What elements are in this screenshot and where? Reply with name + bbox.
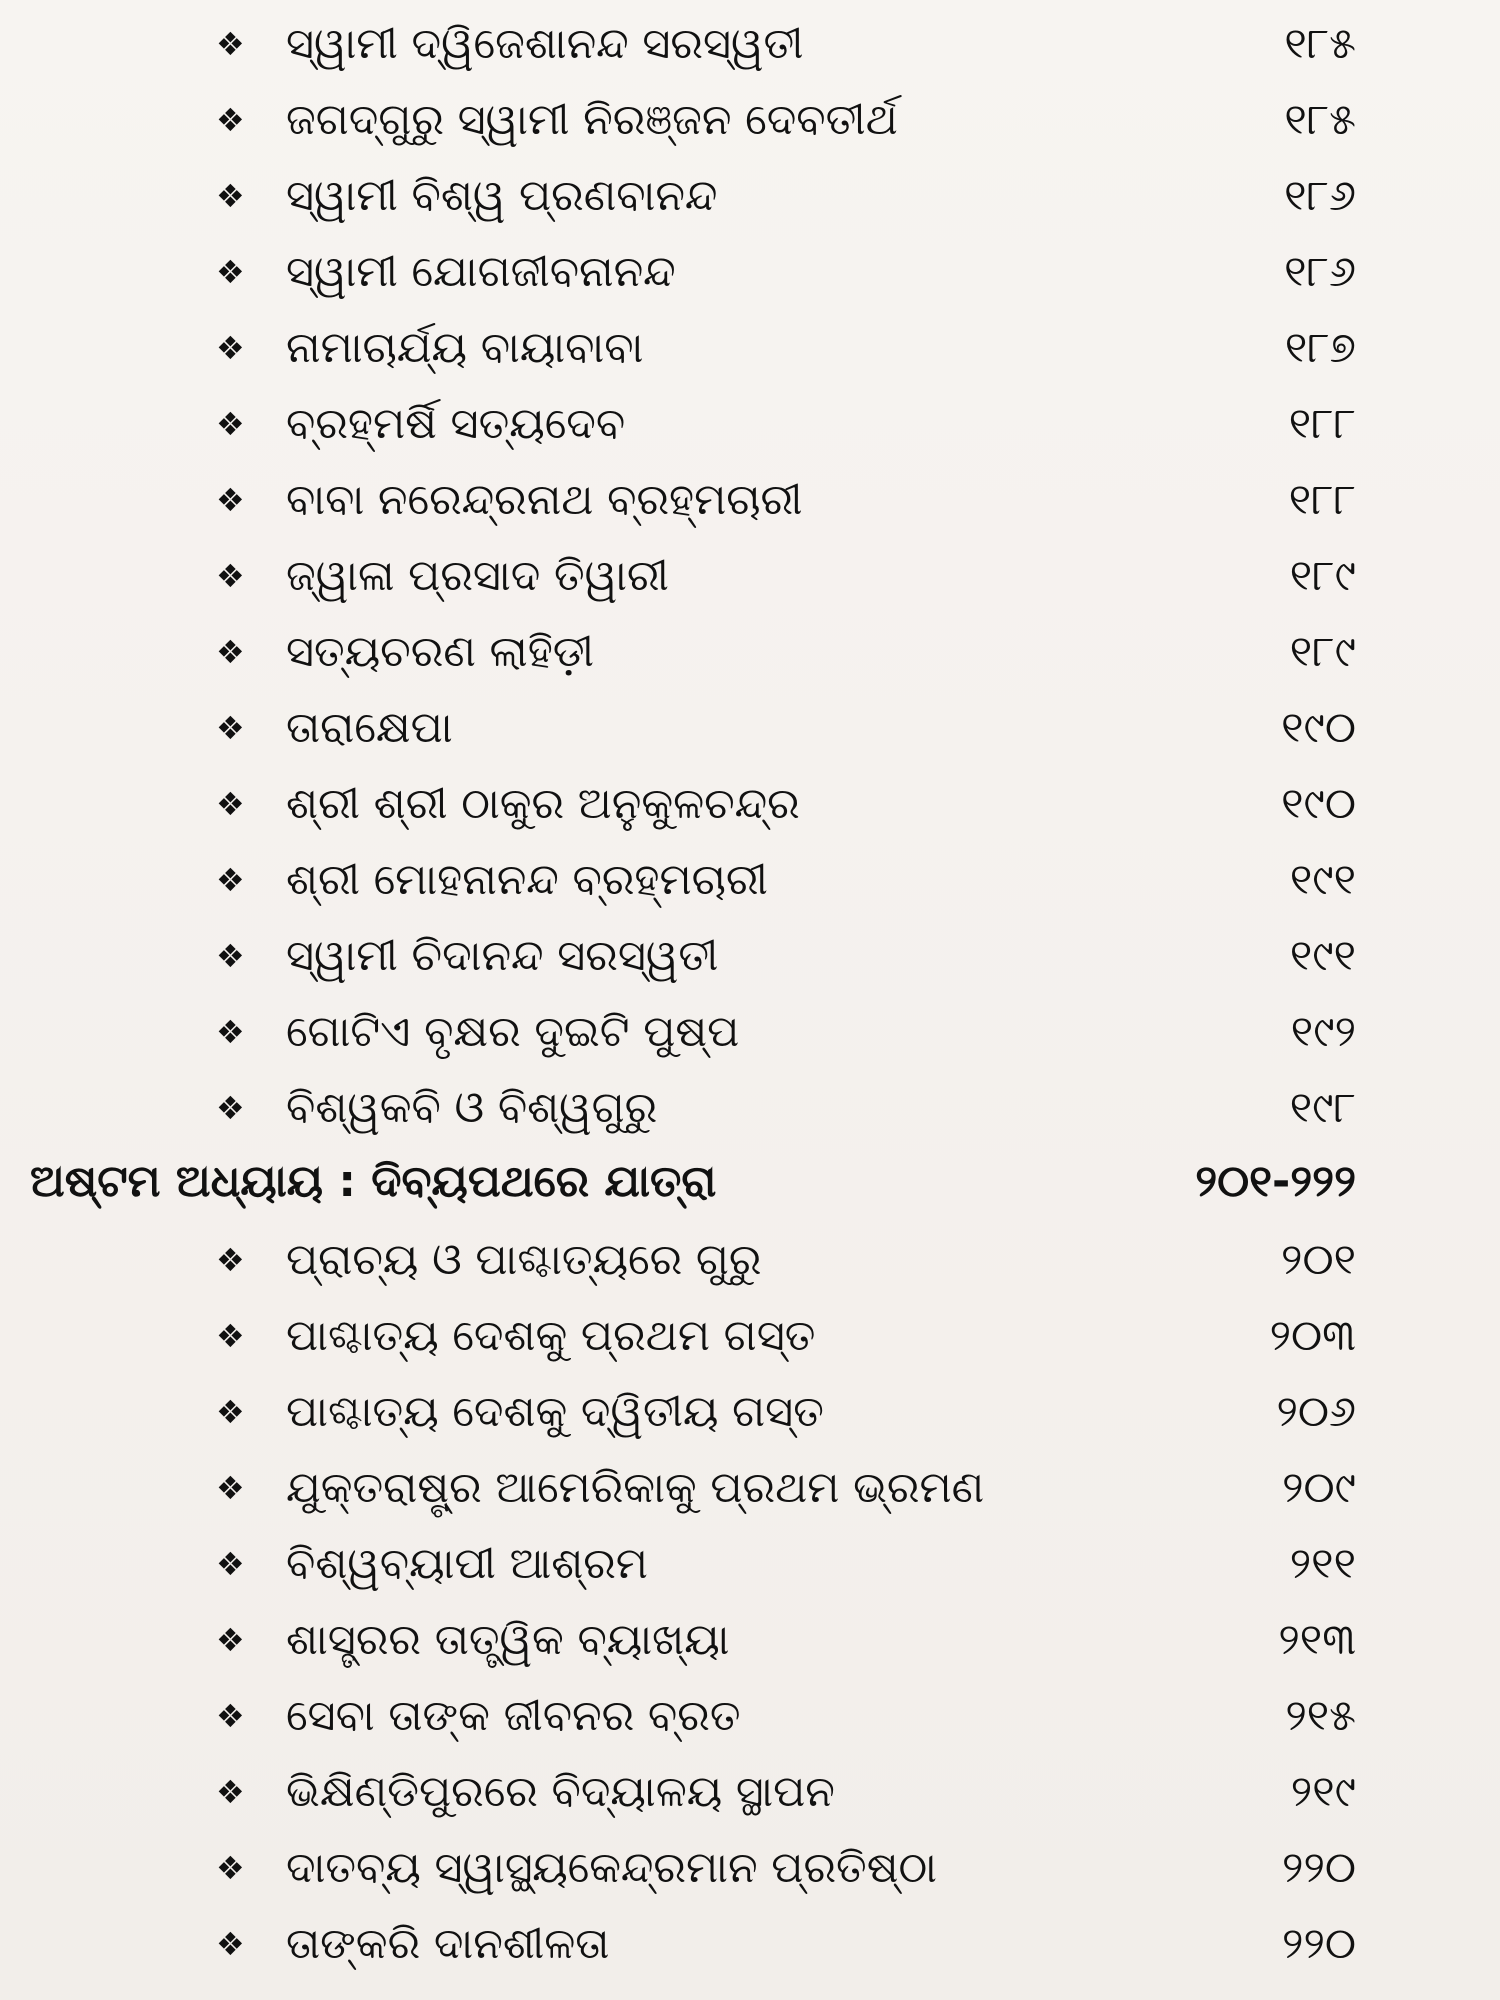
entry-title: ସେବା ତାଙ୍କ ଜୀବନର ବ୍ରତ xyxy=(286,1691,741,1741)
entry-page-number: ୧୯୨ xyxy=(1290,1007,1356,1057)
entry-title: ସତ୍ୟଚରଣ ଲାହିଡ଼ୀ xyxy=(286,627,595,677)
toc-entry xyxy=(0,1454,1500,1524)
toc-entry xyxy=(0,390,1500,460)
toc-entry xyxy=(0,1226,1500,1296)
toc-entry xyxy=(0,770,1500,840)
toc-entry xyxy=(0,542,1500,612)
toc-entry xyxy=(0,1074,1500,1144)
toc-entry xyxy=(0,1606,1500,1676)
diamond-bullet-icon: ❖ xyxy=(216,1697,245,1735)
entry-page-number: ୧୯୦ xyxy=(1281,703,1356,753)
diamond-bullet-icon: ❖ xyxy=(216,253,245,291)
diamond-bullet-icon: ❖ xyxy=(216,1241,245,1279)
entry-title: ସ୍ୱାମୀ ଚିଦାନନ୍ଦ ସରସ୍ୱତୀ xyxy=(286,931,719,981)
entry-title: ସ୍ୱାମୀ ଯୋଗଜୀବନାନନ୍ଦ xyxy=(286,247,676,297)
toc-entry xyxy=(0,10,1500,80)
entry-page-number: ୨୦୯ xyxy=(1282,1463,1356,1513)
diamond-bullet-icon: ❖ xyxy=(216,1621,245,1659)
diamond-bullet-icon: ❖ xyxy=(216,785,245,823)
entry-page-number: ୧୮୮ xyxy=(1288,475,1356,525)
entry-title: ଗୋଟିଏ ବୃକ୍ଷର ଦୁଇଟି ପୁଷ୍ପ xyxy=(286,1007,740,1057)
toc-entry xyxy=(0,1530,1500,1600)
toc-entry xyxy=(0,922,1500,992)
entry-page-number: ୧୯୮ xyxy=(1289,1083,1356,1133)
toc-entry xyxy=(0,998,1500,1068)
entry-title: ଜଗଦ୍‌ଗୁରୁ ସ୍ୱାମୀ ନିରଞ୍ଜନ ଦେବତୀର୍ଥ xyxy=(286,95,898,145)
toc-entry xyxy=(0,314,1500,384)
entry-page-number: ୧୯୦ xyxy=(1281,779,1356,829)
diamond-bullet-icon: ❖ xyxy=(216,937,245,975)
entry-title: ବିଶ୍ୱବ୍ୟାପୀ ଆଶ୍ରମ xyxy=(286,1539,648,1589)
entry-title: ତାଙ୍କରି ଦାନଶୀଳତା xyxy=(286,1919,610,1969)
diamond-bullet-icon: ❖ xyxy=(216,557,245,595)
entry-title: ପ୍ରାଚ୍ୟ ଓ ପାଶ୍ଚାତ୍ୟରେ ଗୁରୁ xyxy=(286,1235,762,1285)
toc-entry xyxy=(0,1682,1500,1752)
entry-title: ସ୍ୱାମୀ ଦ୍ୱିଜେଶାନନ୍ଦ ସରସ୍ୱତୀ xyxy=(286,19,804,69)
entry-page-number: ୨୨୦ xyxy=(1282,1919,1356,1969)
entry-page-number: ୧୮୯ xyxy=(1289,551,1356,601)
chapter-title: ଅଷ୍ଟମ ଅଧ୍ୟାୟ : ଦିବ୍ୟପଥରେ ଯାତ୍ରା xyxy=(30,1156,717,1207)
entry-title: ବିଶ୍ୱକବି ଓ ବିଶ୍ୱଗୁରୁ xyxy=(286,1083,658,1133)
entry-title: ପାଶ୍ଚାତ୍ୟ ଦେଶକୁ ପ୍ରଥମ ଗସ୍ତ xyxy=(286,1311,816,1361)
entry-title: ତାରାକ୍ଷେପା xyxy=(286,703,453,753)
diamond-bullet-icon: ❖ xyxy=(216,329,245,367)
toc-entry xyxy=(0,162,1500,232)
toc-entry xyxy=(0,86,1500,156)
entry-page-number: ୧୯୧ xyxy=(1289,855,1356,905)
entry-title: ପାଶ୍ଚାତ୍ୟ ଦେଶକୁ ଦ୍ୱିତୀୟ ଗସ୍ତ xyxy=(286,1387,824,1437)
entry-page-number: ୧୮୯ xyxy=(1289,627,1356,677)
diamond-bullet-icon: ❖ xyxy=(216,633,245,671)
entry-title: ଶାସ୍ତ୍ରର ତାତ୍ତ୍ୱିକ ବ୍ୟାଖ୍ୟା xyxy=(286,1615,730,1665)
entry-title: ବ୍ରହ୍ମର୍ଷି ସତ୍ୟଦେବ xyxy=(286,399,626,449)
entry-title: ଜ୍ୱାଳା ପ୍ରସାଦ ତିୱାରୀ xyxy=(286,551,669,601)
chapter-heading xyxy=(0,1148,1500,1218)
diamond-bullet-icon: ❖ xyxy=(216,861,245,899)
toc-entry xyxy=(0,1910,1500,1980)
diamond-bullet-icon: ❖ xyxy=(216,177,245,215)
toc-entry xyxy=(0,846,1500,916)
diamond-bullet-icon: ❖ xyxy=(216,1773,245,1811)
toc-entry xyxy=(0,694,1500,764)
entry-page-number: ୧୮୬ xyxy=(1284,247,1356,297)
diamond-bullet-icon: ❖ xyxy=(216,101,245,139)
toc-entry xyxy=(0,1378,1500,1448)
toc-entry xyxy=(0,1758,1500,1828)
entry-page-number: ୧୯୧ xyxy=(1289,931,1356,981)
entry-page-number: ୨୧୩ xyxy=(1278,1615,1356,1665)
entry-title: ଶ୍ରୀ ଶ୍ରୀ ଠାକୁର ଅନୁକୁଳଚନ୍ଦ୍ର xyxy=(286,779,800,829)
entry-title: ଭିକ୍ଷିଣ୍ଡିପୁରରେ ବିଦ୍ୟାଳୟ ସ୍ଥାପନ xyxy=(286,1767,835,1817)
entry-page-number: ୧୮୫ xyxy=(1284,95,1356,145)
toc-entry xyxy=(0,466,1500,536)
entry-title: ଦାତବ୍ୟ ସ୍ୱାସ୍ଥ୍ୟକେନ୍ଦ୍ରମାନ ପ୍ରତିଷ୍ଠା xyxy=(286,1843,937,1893)
entry-page-number: ୧୮୭ xyxy=(1284,323,1356,373)
diamond-bullet-icon: ❖ xyxy=(216,1393,245,1431)
toc-entry xyxy=(0,238,1500,308)
entry-title: ଯୁକ୍ତରାଷ୍ଟ୍ର ଆମେରିକାକୁ ପ୍ରଥମ ଭ୍ରମଣ xyxy=(286,1463,985,1513)
toc-entry xyxy=(0,618,1500,688)
diamond-bullet-icon: ❖ xyxy=(216,1089,245,1127)
diamond-bullet-icon: ❖ xyxy=(216,1545,245,1583)
entry-page-number: ୨୨୦ xyxy=(1282,1843,1356,1893)
entry-title: ଶ୍ରୀ ମୋହନାନନ୍ଦ ବ୍ରହ୍ମଚାରୀ xyxy=(286,855,768,905)
diamond-bullet-icon: ❖ xyxy=(216,405,245,443)
diamond-bullet-icon: ❖ xyxy=(216,1317,245,1355)
entry-page-number: ୨୧୫ xyxy=(1285,1691,1356,1741)
diamond-bullet-icon: ❖ xyxy=(216,1013,245,1051)
toc-entry xyxy=(0,1834,1500,1904)
diamond-bullet-icon: ❖ xyxy=(216,1469,245,1507)
entry-page-number: ୧୮୫ xyxy=(1284,19,1356,69)
diamond-bullet-icon: ❖ xyxy=(216,25,245,63)
entry-page-number: ୨୦୩ xyxy=(1269,1311,1356,1361)
diamond-bullet-icon: ❖ xyxy=(216,481,245,519)
entry-page-number: ୨୧୧ xyxy=(1289,1539,1356,1589)
entry-page-number: ୨୧୯ xyxy=(1290,1767,1356,1817)
entry-page-number: ୧୮୮ xyxy=(1288,399,1356,449)
entry-title: ବାବା ନରେନ୍ଦ୍ରନାଥ ବ୍ରହ୍ମଚାରୀ xyxy=(286,475,803,525)
toc-entry xyxy=(0,1302,1500,1372)
diamond-bullet-icon: ❖ xyxy=(216,709,245,747)
entry-page-number: ୨୦୬ xyxy=(1276,1387,1356,1437)
entry-page-number: ୨୦୧ xyxy=(1281,1235,1356,1285)
entry-title: ନାମାଚାର୍ଯ୍ୟ ବାୟାବାବା xyxy=(286,323,644,373)
entry-page-number: ୧୮୬ xyxy=(1284,171,1356,221)
diamond-bullet-icon: ❖ xyxy=(216,1925,245,1963)
diamond-bullet-icon: ❖ xyxy=(216,1849,245,1887)
chapter-page-range: ୨୦୧-୨୨୨ xyxy=(1195,1156,1356,1207)
entry-title: ସ୍ୱାମୀ ବିଶ୍ୱ ପ୍ରଣବାନନ୍ଦ xyxy=(286,171,718,221)
